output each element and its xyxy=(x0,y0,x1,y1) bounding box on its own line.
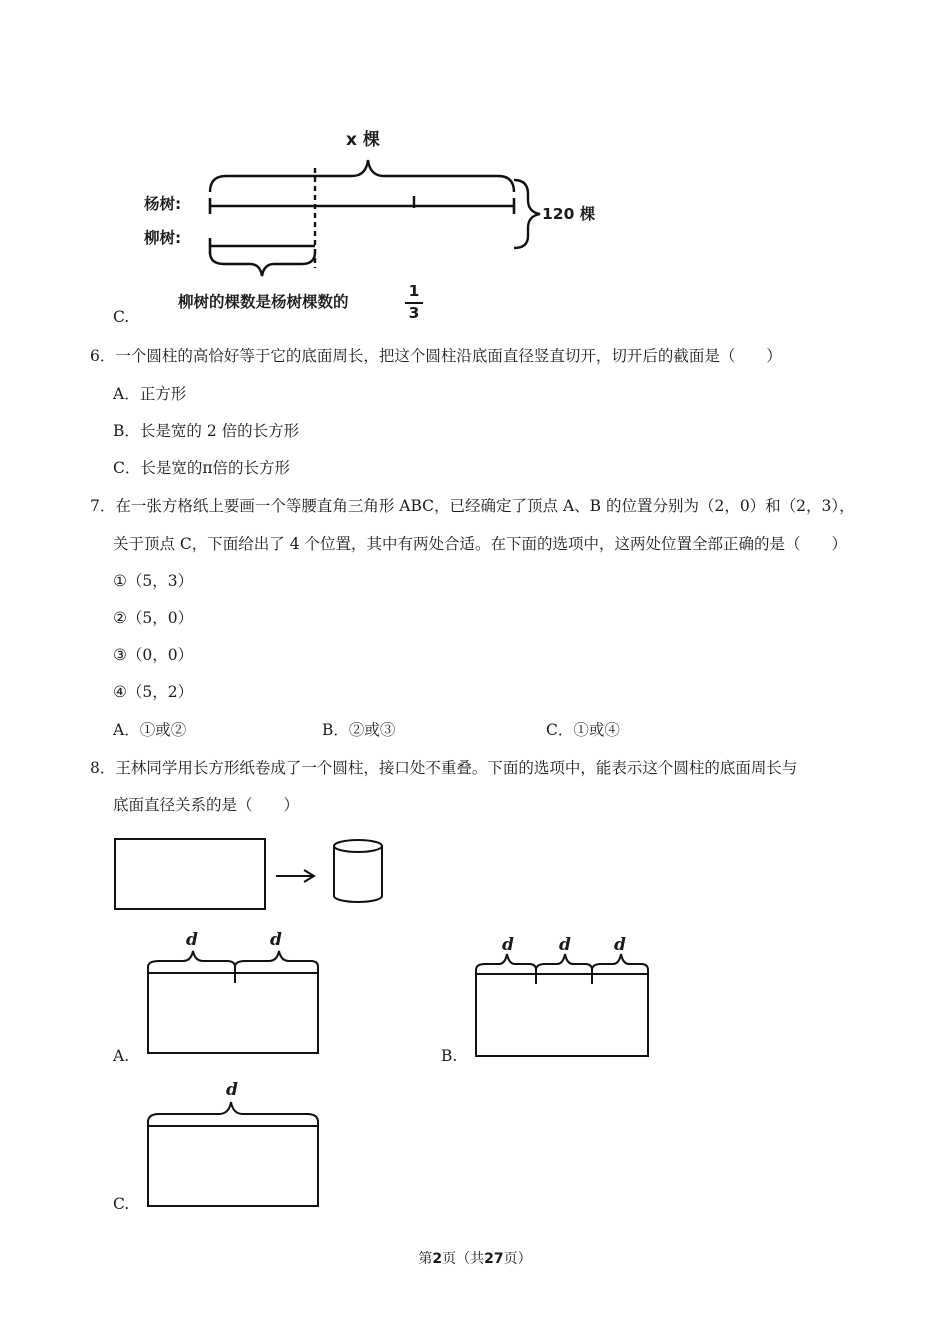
fraction-numerator: 1 xyxy=(408,282,420,300)
footer-mid: 页（共 xyxy=(442,1251,485,1267)
option-c-label: C. xyxy=(113,1195,130,1213)
question-stem: 6．一个圆柱的高恰好等于它的底面周长，把这个圆柱沿底面直径竖直切开，切开后的截面是（ ） xyxy=(90,347,782,365)
d-label: d xyxy=(226,1080,238,1100)
position-3: ③（0，0） xyxy=(113,646,194,664)
d-label: d xyxy=(559,935,571,955)
footer-suffix: 页） xyxy=(503,1251,532,1267)
paper-to-cylinder-figure xyxy=(110,836,410,916)
x-trees-label: x 棵 xyxy=(346,130,380,150)
total-trees-label: 120 棵 xyxy=(542,205,596,223)
d-label: d xyxy=(186,930,198,950)
option-b-label: B. xyxy=(441,1047,458,1065)
option-a-diagram xyxy=(145,955,325,1055)
option-c[interactable]: C．①或④ xyxy=(546,721,620,739)
paper-rectangle xyxy=(115,839,265,909)
willow-label: 柳树: xyxy=(144,229,182,247)
right-brace xyxy=(514,180,540,248)
position-4: ④（5，2） xyxy=(113,683,194,701)
fraction-denominator: 3 xyxy=(408,304,420,322)
option-c[interactable]: C．长是宽的π倍的长方形 xyxy=(113,459,291,477)
d-label: d xyxy=(502,935,514,955)
option-a[interactable]: A．正方形 xyxy=(113,385,187,403)
cylinder-icon xyxy=(334,840,382,902)
tree-diagram xyxy=(0,120,620,320)
d-label: d xyxy=(270,930,282,950)
question-stem-line2: 底面直径关系的是（ ） xyxy=(113,796,300,814)
top-brace xyxy=(210,160,514,192)
page-footer xyxy=(0,1248,950,1268)
option-b-diagram xyxy=(473,960,653,1060)
question-stem-line2: 关于顶点 C，下面给出了 4 个位置，其中有两处合适。在下面的选项中，这两处位置全部正确的是（ ） xyxy=(113,535,848,553)
option-c-diagram xyxy=(145,1102,325,1202)
question-stem-line1: 7．在一张方格纸上要画一个等腰直角三角形 ABC，已经确定了顶点 A、B 的位置分别为（2，0）和（2，3）， xyxy=(90,497,855,515)
option-b[interactable]: B．长是宽的 2 倍的长方形 xyxy=(113,422,300,440)
bottom-brace xyxy=(210,252,315,276)
option-a[interactable]: A．①或② xyxy=(113,721,187,739)
position-2: ②（5，0） xyxy=(113,609,194,627)
total-pages: 27 xyxy=(484,1251,504,1267)
position-1: ①（5，3） xyxy=(113,572,194,590)
option-a-label: A. xyxy=(113,1047,130,1065)
question-stem-line1: 8．王林同学用长方形纸卷成了一个圆柱，接口处不重叠。下面的选项中，能表示这个圆柱的底面周长与 xyxy=(90,759,798,777)
caption: 柳树的棵数是杨树棵数的 xyxy=(178,293,349,311)
poplar-label: 杨树: xyxy=(144,195,182,213)
d-label: d xyxy=(614,935,626,955)
option-b[interactable]: B．②或③ xyxy=(322,721,396,739)
footer-prefix: 第 xyxy=(418,1251,433,1267)
option-c-label: C. xyxy=(113,308,130,326)
page-number: 2 xyxy=(432,1251,443,1267)
